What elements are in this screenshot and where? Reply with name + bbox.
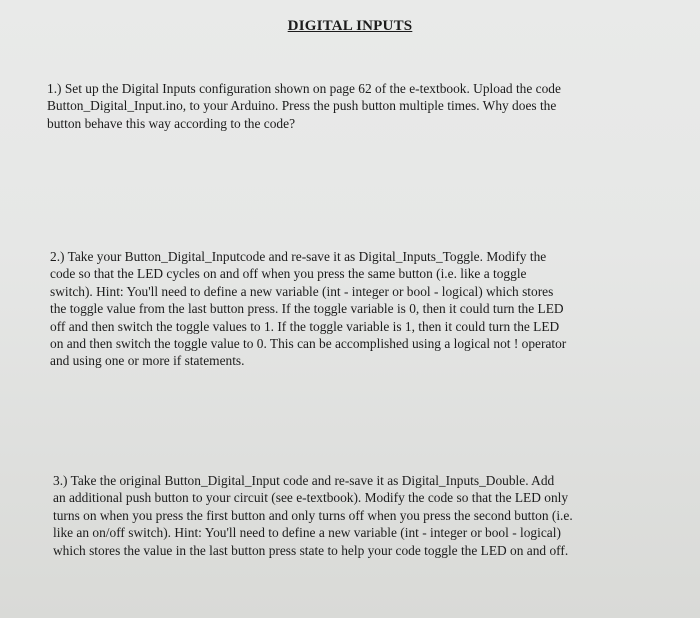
question-2-line: off and then switch the toggle values to 1. If the toggle variable is 1, then it could turn the LED (50, 318, 560, 334)
question-2-line: code so that the LED cycles on and off when you press the same button (i.e. like a toggle (50, 266, 527, 282)
question-3-line: turns on when you press the first button and only turns off when you press the second button (i.e. (53, 507, 573, 523)
question-2-line: switch). Hint: You'll need to define a new variable (int - integer or bool - logical) which stores (50, 283, 554, 299)
page-title: DIGITAL INPUTS (287, 18, 413, 34)
question-2-line: and using one or more if statements. (50, 353, 245, 369)
question-3-line: like an on/off switch). Hint: You'll need to define a new variable (int - integer or bool - logical) (53, 525, 561, 541)
question-1-line: Button_Digital_Input.ino, to your Arduino. Press the push button multiple times. Why does the (47, 98, 557, 114)
question-1-line: 1.) Set up the Digital Inputs configuration shown on page 62 of the e-textbook. Upload the code (47, 81, 561, 96)
question-2 (50, 248, 566, 370)
question-2-line: 2.) Take your Button_Digital_Inputcode and re-save it as Digital_Inputs_Toggle. Modify the (50, 249, 547, 264)
question-3-line: an additional push button to your circuit (see e-textbook). Modify the code so that the LED only (53, 490, 569, 506)
question-3-line: which stores the value in the last button press state to help your code toggle the LED on and off. (53, 542, 569, 558)
question-1 (47, 80, 561, 132)
question-3-line: 3.) Take the original Button_Digital_Input code and re-save it as Digital_Inputs_Double. Add (53, 473, 555, 488)
question-1-line: button behave this way according to the code? (47, 115, 296, 131)
question-2-line: the toggle value from the last button press. If the toggle variable is 0, then it could turn the LED (50, 301, 564, 317)
question-3 (53, 472, 573, 559)
question-2-line: on and then switch the toggle value to 0. This can be accomplished using a logical not ! operator (50, 336, 567, 352)
